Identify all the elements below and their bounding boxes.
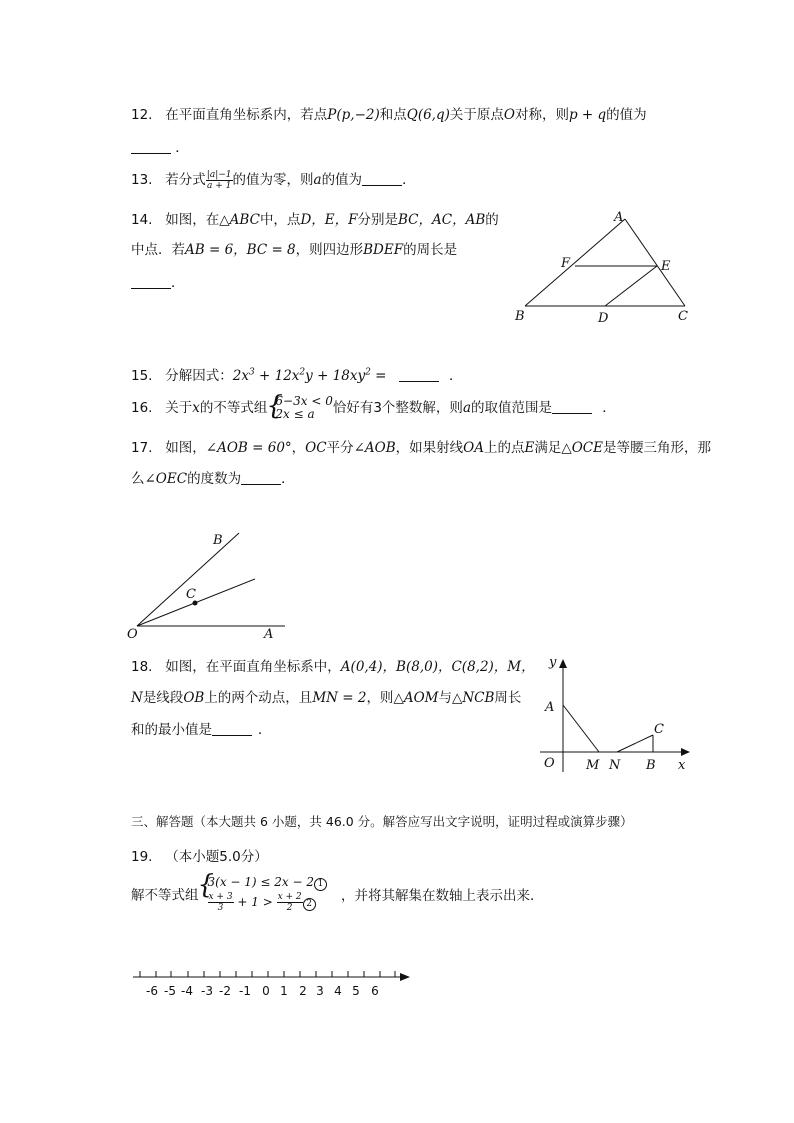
x-axis-arrow [681, 748, 690, 756]
math: A(0,4)，B(8,0)，C(8,2)，M， [340, 659, 535, 675]
text: 周长 [494, 690, 522, 706]
period: ． [449, 368, 463, 384]
term: = [370, 368, 387, 384]
text: 的值为 [321, 172, 363, 188]
label-b: B [213, 533, 223, 548]
text: 是等腰三角形，那 [602, 440, 711, 456]
question-12-answer [131, 136, 189, 156]
inequality-system [267, 395, 332, 421]
math: a [462, 400, 471, 416]
triangle-figure [505, 205, 705, 330]
tick-label: -2 [219, 984, 231, 998]
period: ． [402, 172, 416, 188]
math: △AOM [393, 690, 439, 706]
text: 关于 [165, 400, 193, 416]
label-a: A [264, 627, 274, 642]
text: 解不等式组 [131, 887, 199, 904]
fraction [208, 892, 234, 913]
math: OA [463, 440, 484, 456]
math: OC [305, 440, 327, 456]
segment-am [563, 705, 599, 752]
math: △OCE [561, 440, 603, 456]
question-number: 16. [131, 400, 153, 416]
math: OB [183, 690, 205, 706]
tick-label: -6 [146, 984, 158, 998]
question-18-line1 [131, 655, 535, 675]
text: 的值为零，则 [232, 172, 314, 188]
math: N [131, 690, 143, 706]
text: 的周长是 [403, 242, 458, 258]
answer-blank[interactable] [241, 484, 281, 485]
label-x: x [678, 758, 686, 773]
exponent: 3 [249, 367, 255, 378]
answer-blank[interactable] [552, 413, 592, 414]
side-ac [625, 219, 685, 306]
inequality-row-2 [208, 891, 328, 913]
label-y: y [549, 655, 557, 670]
label-e: E [661, 259, 671, 274]
math: BC，AC，AB [397, 212, 486, 228]
exponent: 2 [365, 367, 371, 378]
segment-nc [617, 735, 653, 752]
question-18-line3 [131, 718, 272, 738]
text: 中点．若 [131, 242, 185, 258]
math: E [524, 440, 535, 456]
question-17-line1 [131, 436, 711, 456]
inequality-row: 2x ≤ a [275, 407, 315, 421]
inequality-row: { 6−3x < 0 [275, 394, 333, 408]
question-19-header [131, 845, 268, 865]
question-17-line2 [131, 467, 295, 487]
math: Q(6,q) [406, 107, 450, 123]
question-number: 13. [131, 172, 153, 188]
period: ． [258, 722, 272, 738]
period: ． [602, 400, 616, 416]
answer-blank[interactable] [131, 153, 171, 154]
question-15 [131, 364, 463, 384]
answer-blank[interactable] [212, 735, 252, 736]
label-f: F [561, 256, 571, 271]
question-14-answer [131, 271, 185, 291]
period: ． [281, 471, 295, 487]
number-line-arrow [400, 973, 410, 981]
fraction [277, 892, 303, 913]
text: ，如果射线 [395, 440, 464, 456]
angle-figure [125, 528, 300, 643]
math: p + q [568, 107, 607, 123]
coordinate-figure [535, 652, 695, 777]
circled-marker: 2 [303, 898, 316, 911]
math: ∠AOB = 60° [205, 440, 292, 456]
answer-blank[interactable] [131, 288, 171, 289]
question-number: 17. [131, 440, 153, 456]
text: 的度数为 [187, 471, 242, 487]
math: O [503, 107, 515, 123]
question-number: 18. [131, 659, 153, 675]
text: 和点 [379, 107, 407, 123]
numerator: |a|−1 [206, 169, 232, 180]
question-13 [131, 168, 416, 191]
text: 分解因式： [165, 368, 233, 384]
label-c: C [654, 722, 664, 737]
text: 的不等式组 [199, 400, 268, 416]
question-14-line2 [131, 238, 457, 258]
question-number: 12. [131, 107, 153, 123]
text: 关于原点 [449, 107, 504, 123]
numerator: x + 2 [277, 892, 302, 902]
circled-marker: 1 [314, 878, 327, 891]
label-c: C [186, 587, 196, 602]
text: 的 [485, 212, 499, 228]
text: ，则四边形 [295, 242, 364, 258]
inequality-system [199, 874, 328, 913]
tick-label: 3 [316, 984, 324, 998]
text: 么 [131, 471, 145, 487]
label-c: C [678, 309, 688, 324]
number-line-ticks [140, 971, 395, 998]
math: ∠AOB [353, 440, 396, 456]
text: 恰好有3个整数解，则 [332, 400, 463, 416]
section-heading: 三、解答题（本大题共 6 小题，共 46.0 分。解答应写出文字说明，证明过程或演算步骤） [131, 814, 633, 829]
tick-label: 0 [262, 984, 270, 998]
ray-ob [137, 533, 239, 626]
tick-label: 2 [299, 984, 307, 998]
inequality-text: 3(x − 1) ≤ 2x − 2 [207, 875, 314, 889]
inequality-row-1 [208, 874, 328, 891]
text: 是线段 [142, 690, 184, 706]
question-number: 14. [131, 212, 153, 228]
term: y + 18xy [305, 368, 366, 384]
math: ∠OEC [144, 471, 188, 487]
math: x [192, 400, 200, 416]
text: 和的最小值是 [131, 722, 212, 738]
math: BDEF [363, 242, 404, 258]
label-o: O [544, 756, 555, 771]
text: 分别是 [357, 212, 398, 228]
label-m: M [586, 758, 600, 773]
tick-label: -3 [201, 984, 213, 998]
segment-de [605, 266, 657, 306]
label-o: O [127, 627, 138, 642]
tick-label: -5 [164, 984, 176, 998]
side-ab [525, 219, 625, 306]
text: 的值为 [606, 107, 647, 123]
label-n: N [609, 758, 621, 773]
term: 2x [232, 368, 249, 384]
question-18-line2 [131, 686, 521, 706]
tick-label: 5 [352, 984, 360, 998]
text: 满足 [534, 440, 562, 456]
number-line [130, 965, 420, 1005]
text: 上的点 [483, 440, 525, 456]
math: MN = 2 [312, 690, 367, 706]
score-note: （本小题5.0分） [165, 849, 268, 865]
text: 的取值范围是 [471, 400, 552, 416]
math: P(p,−2) [327, 107, 380, 123]
denominator: 2 [286, 903, 293, 913]
label-a: A [545, 700, 555, 715]
fraction [206, 170, 233, 191]
y-axis-arrow [559, 659, 567, 668]
text: 上的两个动点，且 [204, 690, 313, 706]
math: △ABC [219, 212, 260, 228]
denominator: 3 [217, 903, 224, 913]
tick-label: -1 [239, 984, 251, 998]
text: ，并将其解集在数轴上表示出来． [341, 887, 544, 904]
text: 如图，在 [165, 212, 220, 228]
math: AB = 6，BC = 8 [185, 242, 296, 258]
exponent: 2 [299, 367, 306, 378]
question-12 [131, 103, 647, 123]
math: △NCB [451, 690, 495, 706]
text: 平分 [326, 440, 354, 456]
question-14-line1 [131, 208, 499, 228]
text: 如图， [165, 440, 206, 456]
text: 若分式 [165, 172, 206, 188]
text: 与 [438, 690, 452, 706]
label-d: D [598, 311, 609, 326]
math [233, 368, 387, 384]
text: ， [291, 440, 306, 456]
label-a: A [614, 210, 624, 225]
question-number: 15. [131, 368, 153, 384]
math: a [313, 172, 322, 188]
question-16 [131, 395, 616, 421]
answer-blank[interactable] [362, 185, 402, 186]
tick-label: 6 [371, 984, 379, 998]
period: ． [171, 275, 185, 291]
period: ． [175, 140, 189, 156]
term: + 12x [254, 368, 300, 384]
label-b: B [646, 758, 656, 773]
text: ，则 [366, 690, 394, 706]
tick-label: 1 [280, 984, 288, 998]
question-number: 19. [131, 849, 153, 865]
answer-blank[interactable] [399, 381, 439, 382]
math: D，E，F [300, 212, 358, 228]
label-b: B [515, 309, 525, 324]
inequality-text: + 1 > [233, 895, 277, 909]
text: 如图，在平面直角坐标系中， [165, 659, 341, 675]
tick-label: 4 [334, 984, 342, 998]
denominator: a + 1 [206, 180, 232, 191]
numerator: x + 3 [208, 892, 233, 902]
question-19-body [131, 874, 544, 913]
text: 在平面直角坐标系内，若点 [165, 107, 328, 123]
text: 对称，则 [514, 107, 569, 123]
tick-label: -4 [181, 984, 193, 998]
text: 中，点 [259, 212, 301, 228]
